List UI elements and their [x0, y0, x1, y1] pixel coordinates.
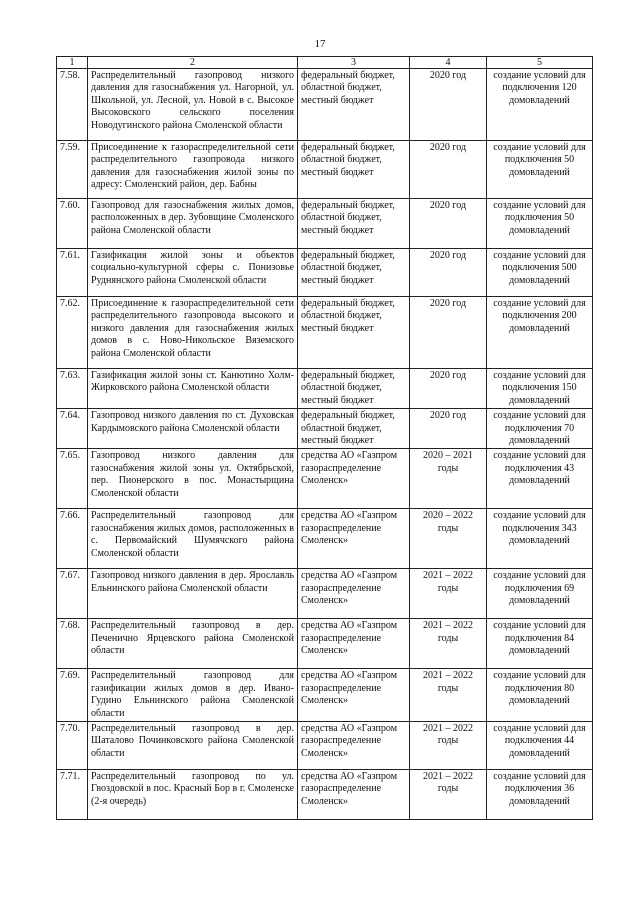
expected-result: создание условий для подключения 200 домовладений [487, 297, 593, 369]
implementation-period: 2020 год [410, 297, 487, 369]
project-description: Распределительный газопровод низкого давления для газоснабжения ул. Нагорной, ул. Школьной, ул. Лесной, ул. Новой в с. Высокое Высоковского сельского поселения Новодугинского района Смоленской области [88, 69, 298, 141]
expected-result: создание условий для подключения 44 домовладений [487, 722, 593, 770]
row-number: 7.67. [57, 569, 88, 619]
project-description: Газопровод низкого давления по ст. Духовская Кардымовского района Смоленской области [88, 409, 298, 449]
row-number: 7.59. [57, 141, 88, 199]
expected-result: создание условий для подключения 500 домовладений [487, 249, 593, 297]
project-description: Распределительный газопровод по ул. Гвоздовской в пос. Красный Бор в г. Смоленске (2-я очередь) [88, 770, 298, 820]
expected-result: создание условий для подключения 80 домовладений [487, 669, 593, 722]
row-number: 7.65. [57, 449, 88, 509]
funding-source: федеральный бюджет, областной бюджет, местный бюджет [298, 369, 410, 409]
project-description: Распределительный газопровод в дер. Печенично Ярцевского района Смоленской области [88, 619, 298, 669]
table-row [57, 722, 593, 770]
column-header-1: 1 [57, 57, 88, 69]
expected-result: создание условий для подключения 150 домовладений [487, 369, 593, 409]
funding-source: средства АО «Газпром газораспределение Смоленск» [298, 569, 410, 619]
table-row [57, 569, 593, 619]
implementation-period: 2020 год [410, 141, 487, 199]
table-row [57, 619, 593, 669]
implementation-period: 2020 год [410, 369, 487, 409]
expected-result: создание условий для подключения 50 домовладений [487, 141, 593, 199]
implementation-period: 2021 – 2022 годы [410, 669, 487, 722]
row-number: 7.58. [57, 69, 88, 141]
column-header-5: 5 [487, 57, 593, 69]
row-number: 7.64. [57, 409, 88, 449]
project-description: Распределительный газопровод для газоснабжения жилых домов, расположенных в с. Первомайский Шумячского района Смоленской области [88, 509, 298, 569]
implementation-period: 2020 год [410, 69, 487, 141]
funding-source: средства АО «Газпром газораспределение Смоленск» [298, 619, 410, 669]
funding-source: средства АО «Газпром газораспределение Смоленск» [298, 509, 410, 569]
table-row [57, 141, 593, 199]
funding-source: средства АО «Газпром газораспределение Смоленск» [298, 669, 410, 722]
project-description: Распределительный газопровод для газификации жилых домов в дер. Ивано-Гудино Ельнинского района Смоленской области [88, 669, 298, 722]
implementation-period: 2020 год [410, 409, 487, 449]
funding-source: средства АО «Газпром газораспределение Смоленск» [298, 449, 410, 509]
expected-result: создание условий для подключения 343 домовладений [487, 509, 593, 569]
table-row [57, 449, 593, 509]
row-number: 7.66. [57, 509, 88, 569]
column-header-4: 4 [410, 57, 487, 69]
implementation-period: 2021 – 2022 годы [410, 569, 487, 619]
expected-result: создание условий для подключения 36 домовладений [487, 770, 593, 820]
funding-source: федеральный бюджет, областной бюджет, местный бюджет [298, 141, 410, 199]
funding-source: федеральный бюджет, областной бюджет, местный бюджет [298, 297, 410, 369]
column-header-3: 3 [298, 57, 410, 69]
project-description: Газопровод для газоснабжения жилых домов, расположенных в дер. Зубовщине Смоленского района Смоленской области [88, 199, 298, 249]
table-row [57, 297, 593, 369]
expected-result: создание условий для подключения 50 домовладений [487, 199, 593, 249]
funding-source: средства АО «Газпром газораспределение Смоленск» [298, 722, 410, 770]
table-row [57, 199, 593, 249]
funding-source: федеральный бюджет, областной бюджет, местный бюджет [298, 249, 410, 297]
expected-result: создание условий для подключения 120 домовладений [487, 69, 593, 141]
expected-result: создание условий для подключения 84 домовладений [487, 619, 593, 669]
project-description: Газопровод низкого давления для газоснабжения жилой зоны ул. Октябрьской, пер. Пионерского в пос. Монастырщина Смоленской области [88, 449, 298, 509]
table-row [57, 409, 593, 449]
project-description: Газопровод низкого давления в дер. Ярославль Ельнинского района Смоленской области [88, 569, 298, 619]
table-row [57, 509, 593, 569]
table-row [57, 249, 593, 297]
project-description: Присоединение к газораспределительной сети распределительного газопровода низкого давления для газоснабжения жилой зоны по адресу: Смоленский район, дер. Бабны [88, 141, 298, 199]
table-row [57, 770, 593, 820]
row-number: 7.62. [57, 297, 88, 369]
expected-result: создание условий для подключения 70 домовладений [487, 409, 593, 449]
table-row [57, 69, 593, 141]
project-description: Газификация жилой зоны ст. Канютино Холм-Жирковского района Смоленской области [88, 369, 298, 409]
funding-source: средства АО «Газпром газораспределение Смоленск» [298, 770, 410, 820]
implementation-period: 2021 – 2022 годы [410, 770, 487, 820]
measures-table [56, 56, 593, 820]
page-number: 17 [314, 38, 326, 50]
row-number: 7.61. [57, 249, 88, 297]
table-header-row [57, 57, 593, 69]
project-description: Распределительный газопровод в дер. Шаталово Починковского района Смоленской области [88, 722, 298, 770]
project-description: Газификация жилой зоны и объектов социально-культурной сферы с. Понизовье Руднянского района Смоленской области [88, 249, 298, 297]
table-row [57, 669, 593, 722]
implementation-period: 2021 – 2022 годы [410, 619, 487, 669]
row-number: 7.68. [57, 619, 88, 669]
row-number: 7.71. [57, 770, 88, 820]
row-number: 7.69. [57, 669, 88, 722]
implementation-period: 2020 год [410, 249, 487, 297]
row-number: 7.63. [57, 369, 88, 409]
expected-result: создание условий для подключения 69 домовладений [487, 569, 593, 619]
implementation-period: 2020 год [410, 199, 487, 249]
implementation-period: 2020 – 2021 годы [410, 449, 487, 509]
row-number: 7.60. [57, 199, 88, 249]
implementation-period: 2021 – 2022 годы [410, 722, 487, 770]
implementation-period: 2020 – 2022 годы [410, 509, 487, 569]
expected-result: создание условий для подключения 43 домовладений [487, 449, 593, 509]
funding-source: федеральный бюджет, областной бюджет, местный бюджет [298, 199, 410, 249]
row-number: 7.70. [57, 722, 88, 770]
project-description: Присоединение к газораспределительной сети распределительного газопровода высокого и низкого давления для газоснабжения жилых домов в с. Ново-Никольское Вяземского района Смоленской области [88, 297, 298, 369]
funding-source: федеральный бюджет, областной бюджет, местный бюджет [298, 69, 410, 141]
funding-source: федеральный бюджет, областной бюджет, местный бюджет [298, 409, 410, 449]
column-header-2: 2 [88, 57, 298, 69]
table-row [57, 369, 593, 409]
